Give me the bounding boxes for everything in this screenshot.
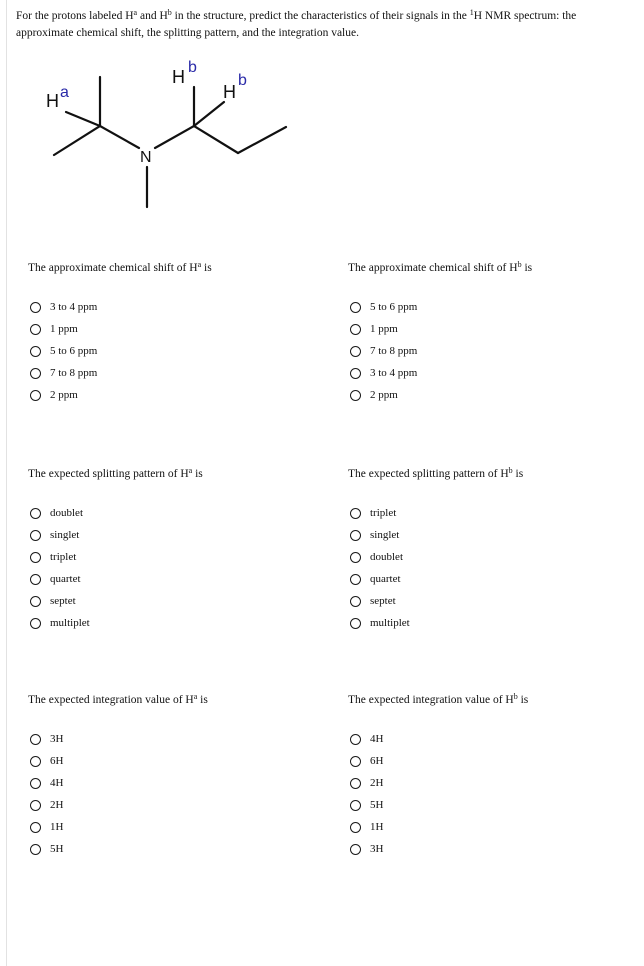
- radio-option-label: 7 to 8 ppm: [50, 367, 98, 379]
- radio-button[interactable]: [30, 596, 41, 607]
- radio-option-label: 3H: [370, 843, 384, 855]
- radio-button[interactable]: [30, 552, 41, 563]
- radio-option-label: 1 ppm: [370, 323, 398, 335]
- radio-option-label: 5H: [50, 843, 64, 855]
- radio-option[interactable]: [28, 728, 63, 750]
- radio-button[interactable]: [350, 574, 361, 585]
- radio-option[interactable]: [348, 546, 410, 568]
- radio-button[interactable]: [350, 302, 361, 313]
- radio-option-label: 6H: [50, 755, 64, 767]
- radio-option[interactable]: [28, 772, 63, 794]
- radio-option[interactable]: [28, 362, 97, 384]
- question-prompt: For the protons labeled $H^a$ and $H^b$ in the structure, predict the characteristics of their signals in the $^1$H NMR spectrum: the approximate chemical shift, the splitting pattern, and the integration value.: [16, 8, 577, 39]
- radio-button[interactable]: [350, 734, 361, 745]
- radio-button[interactable]: [350, 844, 361, 855]
- radio-option[interactable]: [28, 502, 90, 524]
- radio-button[interactable]: [30, 324, 41, 335]
- radio-option-label: 4H: [50, 777, 64, 789]
- question-integ-hb: The expected integration value of $H^b$ is: [348, 692, 529, 706]
- molecular-structure: [0, 50, 320, 220]
- bond-n-ch2: [155, 126, 194, 148]
- radio-button[interactable]: [350, 508, 361, 519]
- radio-button[interactable]: [30, 734, 41, 745]
- radio-button[interactable]: [350, 822, 361, 833]
- radio-option-label: quartet: [50, 573, 81, 585]
- bond-ch-methyl-left: [54, 126, 100, 155]
- options-integ-hb: [348, 728, 383, 860]
- radio-button[interactable]: [350, 324, 361, 335]
- radio-option[interactable]: [28, 524, 90, 546]
- bond-ch-n: [100, 126, 139, 148]
- question-split-ha: The expected splitting pattern of $H^a$ is: [28, 466, 203, 480]
- radio-button[interactable]: [350, 530, 361, 541]
- radio-option[interactable]: [348, 816, 383, 838]
- radio-option[interactable]: [28, 816, 63, 838]
- radio-option-label: 3 to 4 ppm: [370, 367, 418, 379]
- radio-option[interactable]: [28, 568, 90, 590]
- radio-option[interactable]: [348, 838, 383, 860]
- bond-hb2-ch2: [194, 102, 224, 126]
- radio-option[interactable]: [348, 340, 417, 362]
- radio-button[interactable]: [30, 390, 41, 401]
- radio-option[interactable]: [348, 612, 410, 634]
- radio-option[interactable]: [28, 384, 97, 406]
- label-hb2-sup: b: [238, 72, 247, 89]
- label-ha-h: H: [46, 91, 59, 111]
- radio-option-label: 3H: [50, 733, 64, 745]
- radio-button[interactable]: [350, 552, 361, 563]
- label-hb1-sup: b: [188, 59, 197, 76]
- radio-option-label: 2 ppm: [370, 389, 398, 401]
- radio-option-label: 1H: [50, 821, 64, 833]
- bond-ch-ch3: [238, 127, 286, 153]
- radio-option-label: 7 to 8 ppm: [370, 345, 418, 357]
- radio-button[interactable]: [350, 390, 361, 401]
- radio-option-label: doublet: [370, 551, 403, 563]
- question-split-hb: The expected splitting pattern of $H^b$ is: [348, 466, 524, 480]
- radio-option-label: 5 to 6 ppm: [370, 301, 418, 313]
- radio-option-label: multiplet: [50, 617, 90, 629]
- bond-ha-ch: [66, 112, 100, 126]
- radio-option-label: septet: [50, 595, 76, 607]
- radio-button[interactable]: [30, 368, 41, 379]
- radio-button[interactable]: [350, 756, 361, 767]
- label-hb2-h: H: [223, 82, 236, 102]
- radio-option[interactable]: [348, 384, 417, 406]
- radio-option[interactable]: [28, 296, 97, 318]
- radio-option-label: 3 to 4 ppm: [50, 301, 98, 313]
- radio-option-label: 2 ppm: [50, 389, 78, 401]
- options-split-hb: [348, 502, 410, 634]
- radio-button[interactable]: [350, 346, 361, 357]
- radio-option-label: 1 ppm: [50, 323, 78, 335]
- question-integ-ha: The expected integration value of $H^a$ is: [28, 692, 208, 706]
- options-shift-hb: [348, 296, 417, 406]
- radio-option-label: 2H: [50, 799, 64, 811]
- question-shift-hb: The approximate chemical shift of $H^b$ is: [348, 260, 533, 274]
- radio-button[interactable]: [30, 508, 41, 519]
- radio-button[interactable]: [350, 778, 361, 789]
- radio-option[interactable]: [348, 728, 383, 750]
- radio-option-label: triplet: [50, 551, 77, 563]
- radio-option-label: 6H: [370, 755, 384, 767]
- radio-option-label: singlet: [370, 529, 400, 541]
- radio-option-label: septet: [370, 595, 396, 607]
- radio-option[interactable]: [28, 612, 90, 634]
- radio-option[interactable]: [28, 340, 97, 362]
- radio-option-label: 1H: [370, 821, 384, 833]
- radio-option[interactable]: [348, 318, 417, 340]
- radio-option[interactable]: [348, 590, 410, 612]
- options-split-ha: [28, 502, 90, 634]
- radio-option[interactable]: [348, 524, 410, 546]
- radio-option[interactable]: [28, 838, 63, 860]
- radio-button[interactable]: [30, 822, 41, 833]
- bond-ch2-ch: [194, 126, 238, 153]
- radio-option[interactable]: [28, 590, 90, 612]
- radio-option[interactable]: [348, 568, 410, 590]
- options-shift-ha: [28, 296, 97, 406]
- radio-option-label: multiplet: [370, 617, 410, 629]
- radio-button[interactable]: [350, 596, 361, 607]
- radio-option-label: 5H: [370, 799, 384, 811]
- label-ha-sup: a: [60, 84, 69, 101]
- radio-option[interactable]: [348, 772, 383, 794]
- question-shift-ha: The approximate chemical shift of $H^a$ is: [28, 260, 212, 274]
- radio-option[interactable]: [348, 296, 417, 318]
- options-integ-ha: [28, 728, 63, 860]
- radio-option[interactable]: [28, 794, 63, 816]
- radio-button[interactable]: [30, 574, 41, 585]
- radio-button[interactable]: [30, 530, 41, 541]
- radio-button[interactable]: [30, 800, 41, 811]
- radio-option-label: 4H: [370, 733, 384, 745]
- radio-button[interactable]: [350, 800, 361, 811]
- radio-option[interactable]: [348, 750, 383, 772]
- radio-option[interactable]: [348, 362, 417, 384]
- label-n: N: [140, 149, 152, 166]
- radio-option[interactable]: [28, 750, 63, 772]
- radio-option[interactable]: [28, 318, 97, 340]
- radio-button[interactable]: [350, 618, 361, 629]
- radio-button[interactable]: [30, 844, 41, 855]
- radio-option-label: doublet: [50, 507, 83, 519]
- radio-button[interactable]: [30, 346, 41, 357]
- radio-button[interactable]: [30, 756, 41, 767]
- radio-option-label: singlet: [50, 529, 80, 541]
- radio-option-label: quartet: [370, 573, 401, 585]
- radio-button[interactable]: [30, 302, 41, 313]
- radio-option-label: triplet: [370, 507, 397, 519]
- radio-button[interactable]: [30, 778, 41, 789]
- radio-button[interactable]: [350, 368, 361, 379]
- radio-button[interactable]: [30, 618, 41, 629]
- radio-option[interactable]: [348, 502, 410, 524]
- radio-option[interactable]: [348, 794, 383, 816]
- radio-option[interactable]: [28, 546, 90, 568]
- radio-option-label: 5 to 6 ppm: [50, 345, 98, 357]
- radio-option-label: 2H: [370, 777, 384, 789]
- label-hb1-h: H: [172, 67, 185, 87]
